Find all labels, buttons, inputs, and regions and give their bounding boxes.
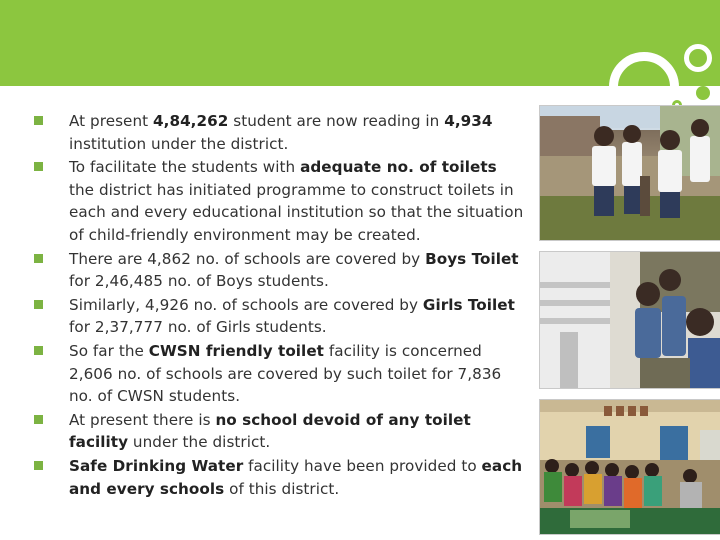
bullet-marker-icon	[34, 162, 43, 171]
bullet-text: facility have been provided to	[243, 456, 482, 475]
decorative-ring-small	[684, 44, 712, 72]
bullet-text: the district has initiated programme to construct toilets in each and every educational institution so that the situation of child-friendly environment may be created.	[69, 180, 524, 244]
bullet-text-bold: 4,84,262	[153, 112, 229, 130]
bullet-text: At present	[69, 112, 154, 130]
bullet-text-bold: Boys Toilet	[425, 249, 519, 268]
bullet-text: To facilitate the students with	[69, 158, 301, 177]
bullet-list	[34, 110, 524, 501]
bullet-item	[34, 110, 524, 155]
bullet-marker-icon	[34, 461, 43, 470]
bullet-text: At present there is	[69, 410, 216, 429]
photo-classroom-meeting	[540, 400, 720, 534]
bullet-text-bold: CWSN friendly toilet	[148, 341, 324, 360]
bullet-item	[34, 455, 524, 500]
photo-students-handwashing-image	[540, 106, 720, 240]
photo-children-at-taps	[540, 252, 720, 388]
bullet-text-bold: Safe Drinking Water	[69, 456, 244, 475]
photo-students-handwashing	[540, 106, 720, 240]
bullet-text: for 2,37,777 no. of Girls students.	[69, 318, 327, 337]
bullet-item	[34, 294, 524, 339]
bullet-text: facility is concerned 2,606 no. of schools are covered by such toilet for 7,836 no. of CWSN students.	[69, 341, 502, 406]
bullet-text-bold: adequate no. of toilets	[300, 158, 497, 177]
bullet-marker-icon	[34, 300, 43, 309]
decorative-dot	[696, 86, 710, 100]
bullet-marker-icon	[34, 415, 43, 424]
bullet-text-bold: 4,934	[444, 112, 493, 130]
bullet-text: So far the	[69, 341, 149, 360]
bullet-item	[34, 156, 524, 246]
bullet-text: under the district.	[128, 433, 271, 452]
bullet-marker-icon	[34, 254, 43, 263]
photo-children-at-taps-image	[540, 252, 720, 388]
bullet-item	[34, 409, 524, 454]
bullet-marker-icon	[34, 346, 43, 355]
bullet-text: of this district.	[224, 479, 340, 498]
bullet-text: Similarly, 4,926 no. of schools are covered by	[69, 295, 423, 314]
bullet-text-bold: each and every schools	[69, 456, 523, 498]
bullet-item	[34, 248, 524, 293]
bullet-text: There are 4,862 no. of schools are covered by	[69, 249, 426, 268]
bullet-marker-icon	[34, 116, 43, 125]
photo-classroom-meeting-image	[540, 400, 720, 534]
bullet-text-bold: no school devoid of any toilet facility	[69, 410, 471, 452]
bullet-text: for 2,46,485 no. of Boys students.	[69, 272, 329, 291]
bullet-text-bold: Girls Toilet	[422, 295, 515, 314]
bullet-text: student are now reading in	[228, 112, 445, 130]
bullet-item	[34, 340, 524, 408]
bullet-text: institution under the district.	[69, 134, 289, 153]
